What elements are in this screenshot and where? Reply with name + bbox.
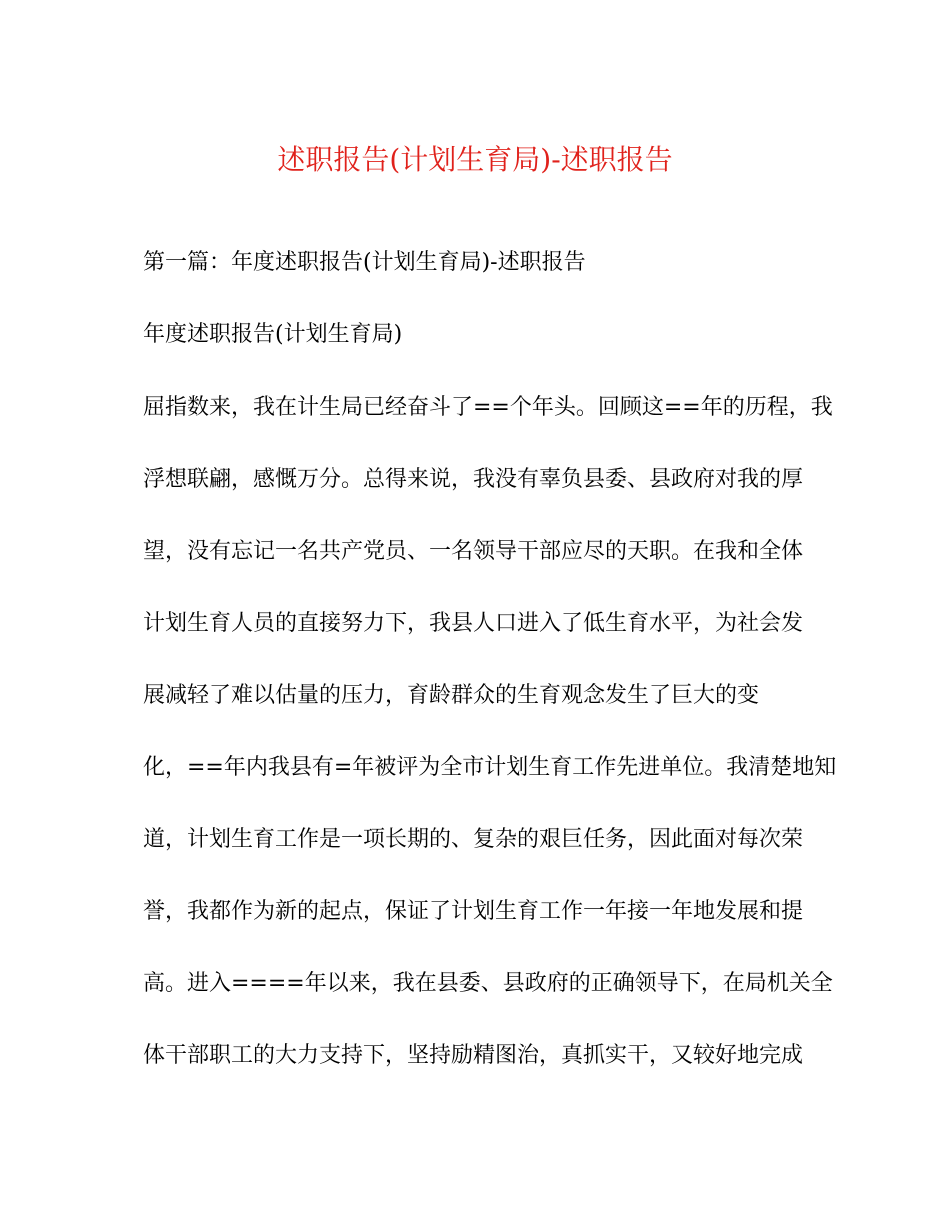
paragraph-line: 道，计划生育工作是一项长期的、复杂的艰巨任务，因此面对每次荣: [143, 827, 804, 852]
paragraph-line: 浮想联翩，感慨万分。总得来说，我没有辜负县委、县政府对我的厚: [143, 467, 804, 492]
paragraph-line: 高。进入====年以来，我在县委、县政府的正确领导下，在局机关全: [143, 971, 833, 996]
section-heading: 第一篇：年度述职报告(计划生育局)-述职报告: [143, 250, 586, 275]
paragraph-line: 誉，我都作为新的起点，保证了计划生育工作一年接一年地发展和提: [143, 899, 804, 924]
paragraph-line: 体干部职工的大力支持下，坚持励精图治，真抓实干，又较好地完成: [143, 1043, 804, 1068]
paragraph-line: 展减轻了难以估量的压力，育龄群众的生育观念发生了巨大的变: [143, 683, 760, 708]
paragraph-line: 化，==年内我县有=年被评为全市计划生育工作先进单位。我清楚地知: [143, 755, 837, 780]
paragraph-line: 屈指数来，我在计生局已经奋斗了==个年头。回顾这==年的历程，我: [143, 395, 833, 420]
paragraph-line: 计划生育人员的直接努力下，我县人口进入了低生育水平，为社会发: [143, 611, 804, 636]
paragraph-line: 望，没有忘记一名共产党员、一名领导干部应尽的天职。在我和全体: [143, 539, 804, 564]
report-subtitle: 年度述职报告(计划生育局): [143, 322, 403, 347]
document-title: 述职报告(计划生育局)-述职报告: [277, 143, 673, 176]
